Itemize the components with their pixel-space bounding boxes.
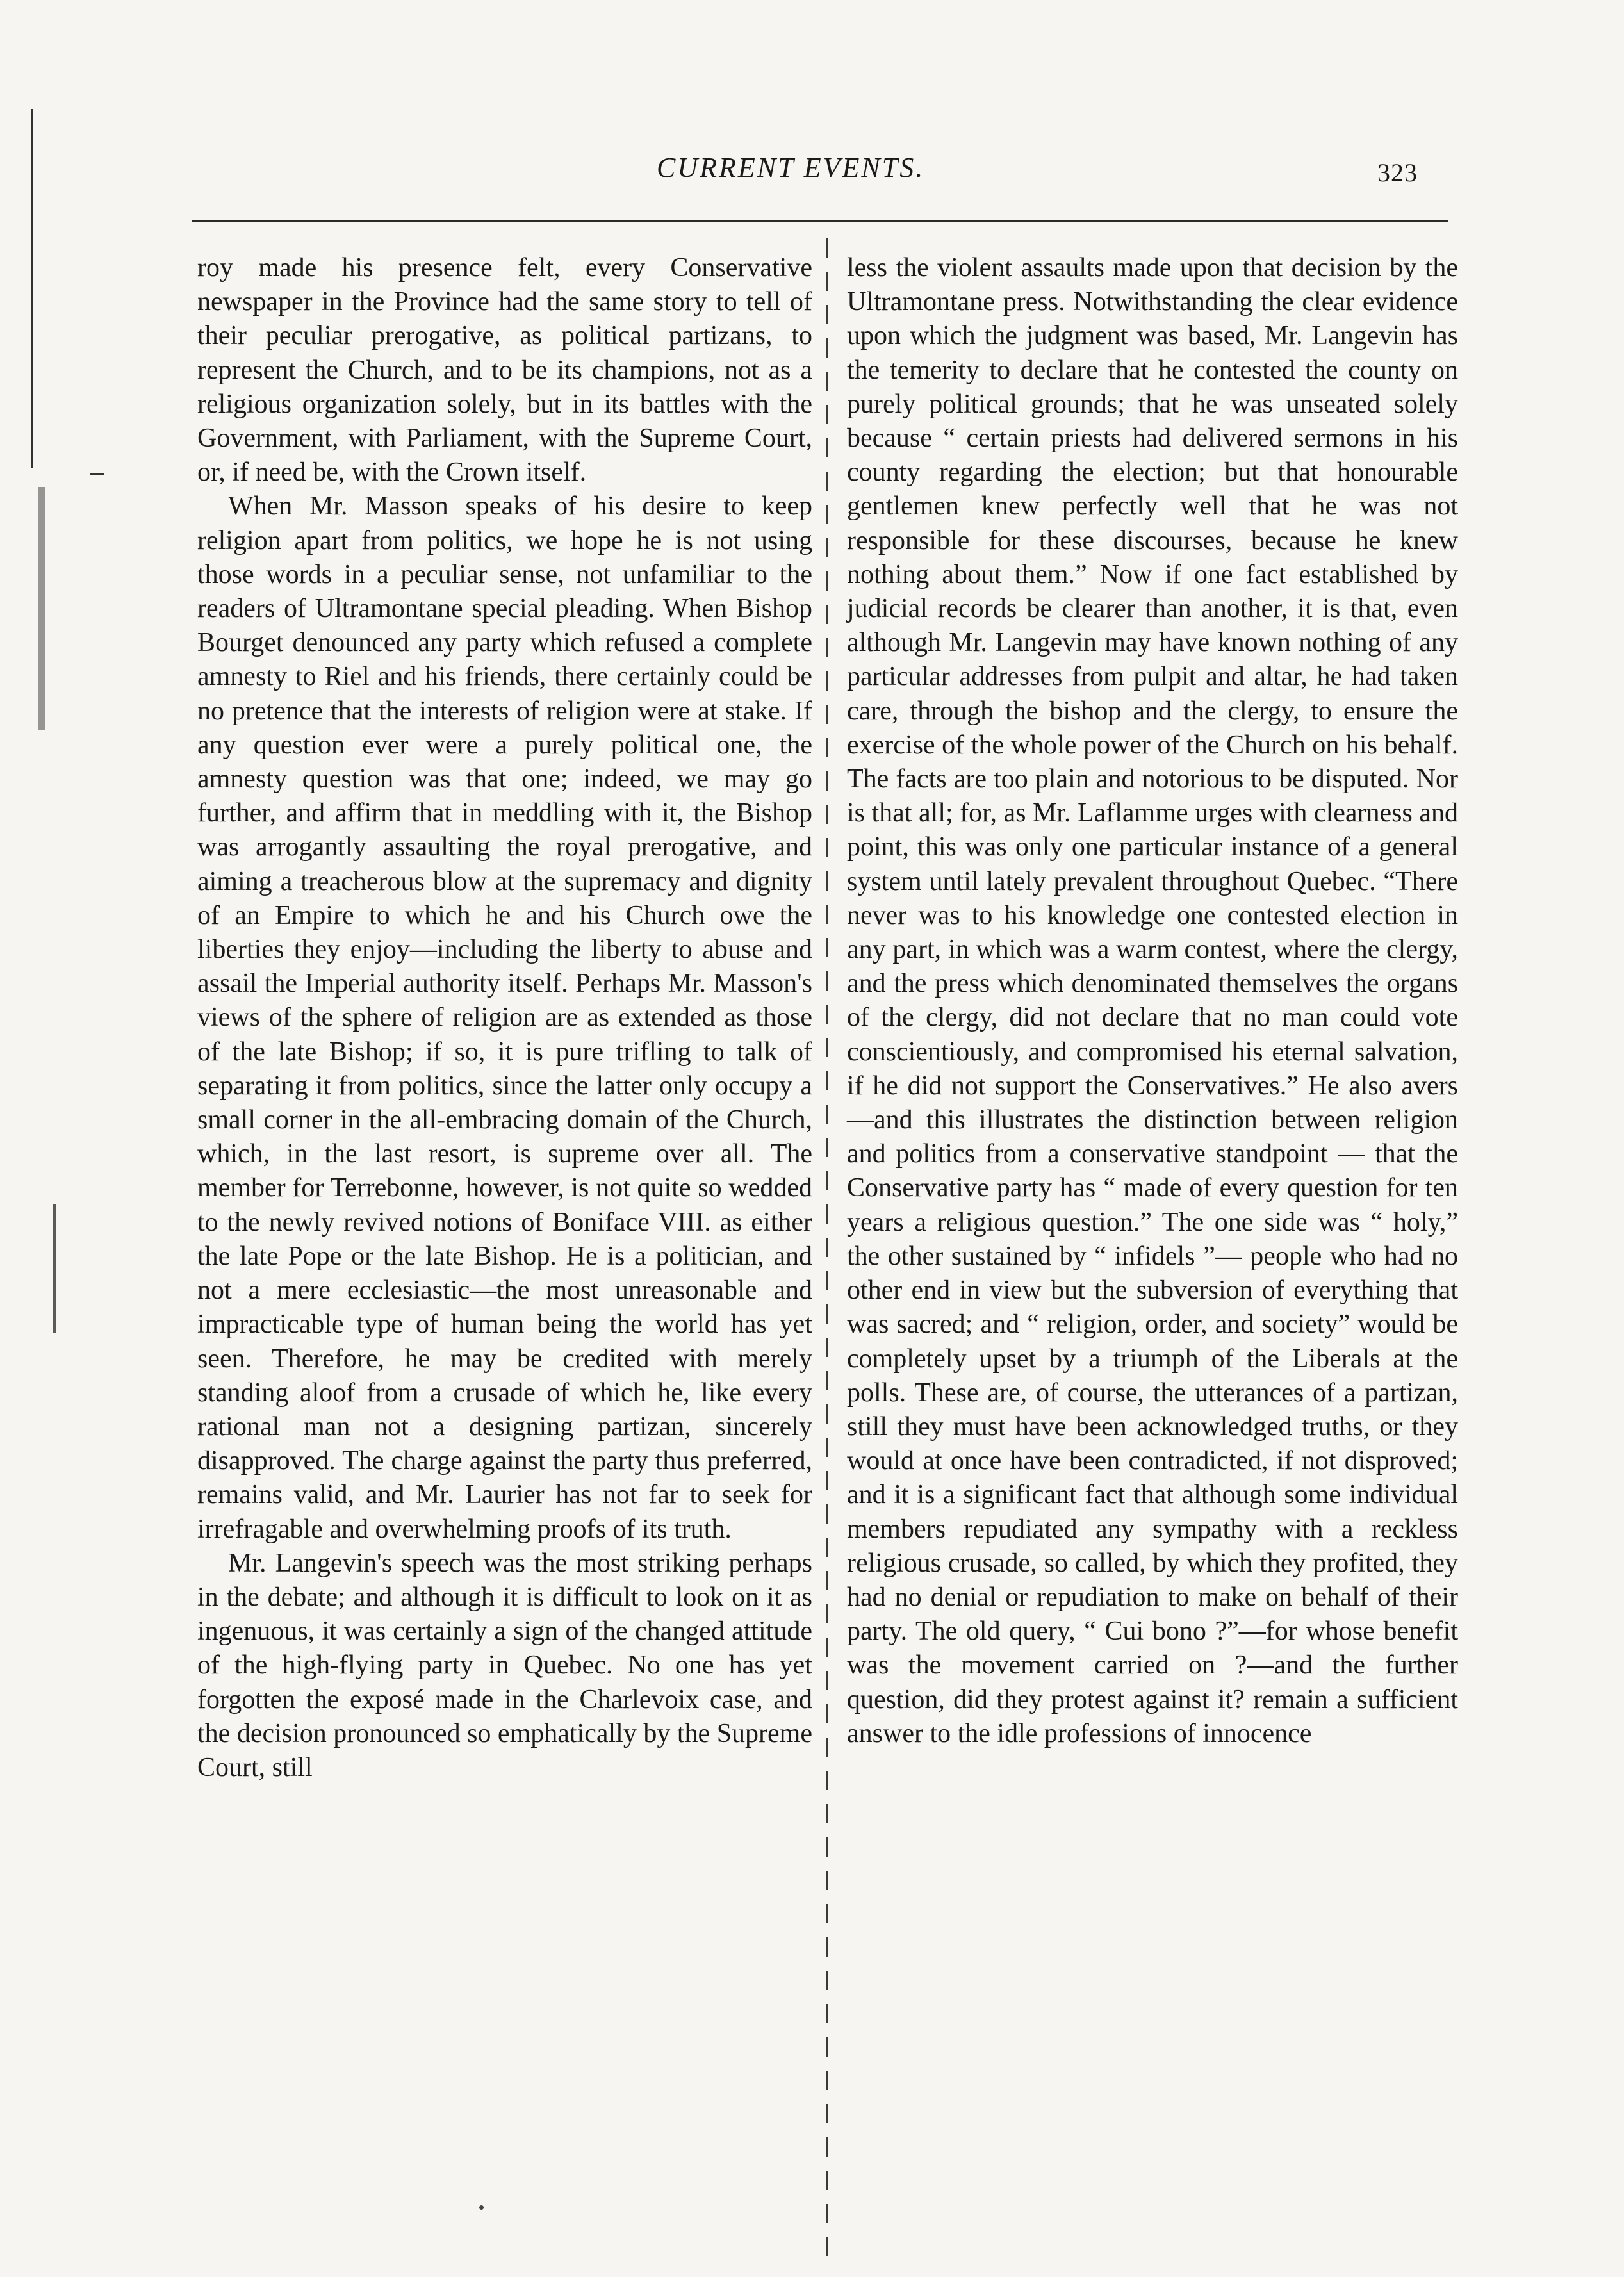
page-number: 323 xyxy=(1377,158,1418,187)
column-divider xyxy=(826,238,828,2256)
left-paragraph-2: When Mr. Masson speaks of his desire to keep religion apart from politics, we hope he is not using those words in a peculiar sense, not unfamiliar to the readers of Ultramontane special pleading. When Bishop Bourget denounced any party which refused a complete amnesty to Riel and his friends, there certainly could be no pretence that the interests of religion were at stake. If any question ever were a purely political one, the amnesty question was that one; indeed, we may go further, and affirm that in meddling with it, the Bishop was arrogantly assaulting the royal prerogative, and aiming a treacherous blow at the supremacy and dignity of an Empire to which he and his Church owe the liberties they enjoy—including the liberty to abuse and assail the Imperial authority itself. Perhaps Mr. Masson's views of the sphere of religion are as extended as those of the late Bishop; if so, it is pure trifling to talk of separating it from politics, since the latter only occupy a small corner in the all-embracing domain of the Church, which, in the last resort, is supreme over all. The member for Terrebonne, however, is not quite so wedded to the newly revived notions of Boniface VIII. as either the late Pope or the late Bishop. He is a politician, and not a mere ecclesiastic—the most unreasonable and impracticable type of human being the world has yet seen. Therefore, he may be credited with merely standing aloof from a crusade of which he, like every rational man not a designing partizan, sincerely disapproved. The charge against the party thus preferred, remains valid, and Mr. Laurier has not far to seek for irrefragable and overwhelming proofs of its truth. xyxy=(197,491,812,1544)
binding-edge-smudge xyxy=(53,1204,56,1333)
left-column xyxy=(197,251,812,1785)
header-rule xyxy=(192,220,1448,222)
right-paragraph-1: less the violent assaults made upon that decision by the Ultramontane press. Notwithstanding the clear evidence upon which the judgment was based, Mr. Langevin has the temerity to declare that he contested the county on purely political grounds; that he was unseated solely because “ certain priests had delivered sermons in his county regarding the election; but that honourable gentlemen knew perfectly well that he was not responsible for these discourses, because he knew nothing about them.” Now if one fact established by judicial records be clearer than another, it is that, even although Mr. Langevin may have known nothing of any particular addresses from pulpit and altar, he had taken care, through the bishop and the clergy, to ensure the exercise of the whole power of the Church on his behalf. The facts are too plain and notorious to be disputed. Nor is that all; for, as Mr. Laflamme urges with clearness and point, this was only one particular instance of a general system until lately prevalent throughout Quebec. “There never was to his knowledge one contested election in any part, in which was a warm contest, where the clergy, and the press which denominated themselves the organs of the clergy, did not declare that no man could vote conscientiously, and compromised his eternal salvation, if he did not support the Conservatives.” He also avers—and this illustrates the distinction between religion and politics from a conservative standpoint — that the Conservative party has “ made of every question for ten years a religious question.” The one side was “ holy,” the other sustained by “ infidels ”— people who had no other end in view but the subversion of everything that was sacred; and “ religion, order, and society” would be completely upset by a triumph of the Liberals at the polls. These are, of course, the utterances of a partizan, still they must have been acknowledged truths, or they would at once have been contradicted, if not disproved; and it is a significant fact that although some individual members repudiated any sympathy with a reckless religious crusade, so called, by which they profited, they had no denial or repudiation to make on behalf of their party. The old query, “ Cui bono ?”—for whose benefit was the movement carried on ?—and the further question, did they protest against it? remain a sufficient answer to the idle professions of innocence xyxy=(847,253,1458,1748)
binding-edge-shadow xyxy=(38,487,45,730)
right-column xyxy=(847,251,1458,1751)
binding-edge-line xyxy=(31,109,33,468)
footer-dot xyxy=(479,2205,484,2210)
running-head: CURRENT EVENTS. xyxy=(657,152,925,183)
left-paragraph-1: roy made his presence felt, every Conservative newspaper in the Province had the same story to tell of their peculiar prerogative, as political partizans, to represent the Church, and to be its champions, not as a religious organization solely, but in its battles with the Government, with Parliament, with the Supreme Court, or, if need be, with the Crown itself. xyxy=(197,253,812,488)
binding-edge-mark xyxy=(90,473,104,475)
left-paragraph-3: Mr. Langevin's speech was the most striking perhaps in the debate; and although it is difficult to look on it as ingenuous, it was certainly a sign of the changed attitude of the high-flying party in Quebec. No one has yet forgotten the exposé made in the Charlevoix case, and the decision pronounced so emphatically by the Supreme Court, still xyxy=(197,1548,812,1782)
